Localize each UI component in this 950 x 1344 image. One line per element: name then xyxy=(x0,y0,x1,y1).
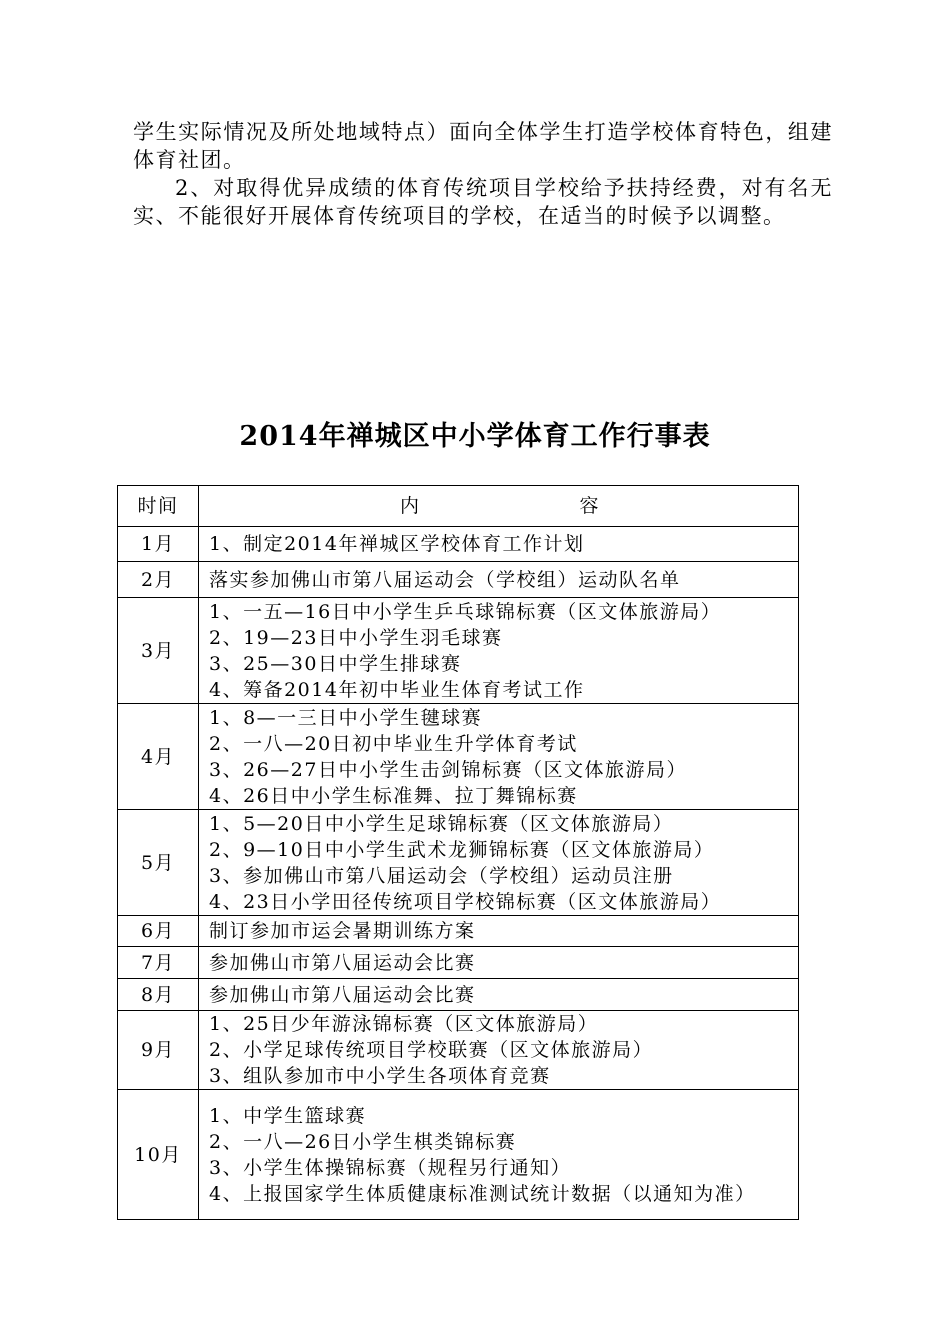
content-item: 参加佛山市第八届运动会比赛 xyxy=(209,951,476,974)
month-cell: 4月 xyxy=(118,704,199,810)
table-row xyxy=(118,979,799,1011)
content-item: 4、筹备2014年初中毕业生体育考试工作 xyxy=(209,678,585,701)
content-item: 2、一八—20日初中毕业生升学体育考试 xyxy=(209,732,578,755)
table-header-row xyxy=(118,486,799,527)
content-cell xyxy=(199,1011,799,1090)
schedule-table xyxy=(117,485,799,1220)
content-cell xyxy=(199,916,799,947)
content-item: 2、19—23日中小学生羽毛球赛 xyxy=(209,626,503,649)
table-row xyxy=(118,527,799,562)
content-item: 制订参加市运会暑期训练方案 xyxy=(209,920,476,942)
content-cell xyxy=(199,527,799,562)
content-item: 2、9—10日中小学生武术龙狮锦标赛（区文体旅游局） xyxy=(209,838,715,861)
table-row xyxy=(118,916,799,947)
content-item: 3、组队参加市中小学生各项体育竞赛 xyxy=(209,1065,551,1087)
content-item: 1、制定2014年禅城区学校体育工作计划 xyxy=(209,533,585,555)
content-item: 1、一五—16日中小学生乒乓球锦标赛（区文体旅游局） xyxy=(209,600,722,623)
month-cell: 6月 xyxy=(118,916,199,947)
content-cell xyxy=(199,979,799,1011)
table-row xyxy=(118,598,799,704)
content-item: 2、小学足球传统项目学校联赛（区文体旅游局） xyxy=(209,1039,654,1061)
table-row xyxy=(118,562,799,598)
table-row xyxy=(118,704,799,810)
month-cell: 1月 xyxy=(118,527,199,562)
content-cell xyxy=(199,1090,799,1220)
content-item: 3、小学生体操锦标赛（规程另行通知） xyxy=(209,1156,572,1179)
table-row xyxy=(118,1011,799,1090)
content-cell xyxy=(199,562,799,598)
content-item: 4、23日小学田径传统项目学校锦标赛（区文体旅游局） xyxy=(209,890,722,913)
content-item: 3、参加佛山市第八届运动会（学校组）运动员注册 xyxy=(209,864,674,887)
content-cell xyxy=(199,704,799,810)
table-title: 2014年禅城区中小学体育工作行事表 xyxy=(239,421,711,452)
table-row xyxy=(118,947,799,979)
content-item: 4、26日中小学生标准舞、拉丁舞锦标赛 xyxy=(209,784,578,807)
table-row xyxy=(118,810,799,916)
content-item: 2、一八—26日小学生棋类锦标赛 xyxy=(209,1130,517,1153)
content-item: 参加佛山市第八届运动会比赛 xyxy=(209,983,476,1006)
table-row xyxy=(118,1090,799,1220)
content-item: 落实参加佛山市第八届运动会（学校组）运动队名单 xyxy=(209,568,681,591)
content-item: 1、25日少年游泳锦标赛（区文体旅游局） xyxy=(209,1013,599,1035)
month-cell: 5月 xyxy=(118,810,199,916)
month-cell: 10月 xyxy=(118,1090,199,1220)
content-cell xyxy=(199,947,799,979)
content-item: 3、25—30日中学生排球赛 xyxy=(209,652,462,675)
month-cell: 9月 xyxy=(118,1011,199,1090)
month-cell: 8月 xyxy=(118,979,199,1011)
header-content-right: 容 xyxy=(579,495,600,517)
month-cell: 2月 xyxy=(118,562,199,598)
month-cell: 3月 xyxy=(118,598,199,704)
content-cell xyxy=(199,810,799,916)
header-time: 时间 xyxy=(118,486,199,527)
content-item: 3、26—27日中小学生击剑锦标赛（区文体旅游局） xyxy=(209,758,687,781)
content-item: 1、5—20日中小学生足球锦标赛（区文体旅游局） xyxy=(209,812,674,835)
header-content xyxy=(199,486,799,527)
content-item: 1、8—一三日中小学生毽球赛 xyxy=(209,706,483,729)
content-item: 4、上报国家学生体质健康标准测试统计数据（以通知为准） xyxy=(209,1182,756,1205)
paragraph-1: 学生实际情况及所处地域特点）面向全体学生打造学校体育特色，组建体育社团。 xyxy=(133,120,833,172)
header-content-left: 内 xyxy=(400,495,421,517)
content-item: 1、中学生篮球赛 xyxy=(209,1104,367,1127)
month-cell: 7月 xyxy=(118,947,199,979)
content-cell xyxy=(199,598,799,704)
paragraph-2: 2、对取得优异成绩的体育传统项目学校给予扶持经费，对有名无实、不能很好开展体育传统项目的学校，在适当的时候予以调整。 xyxy=(133,176,833,228)
